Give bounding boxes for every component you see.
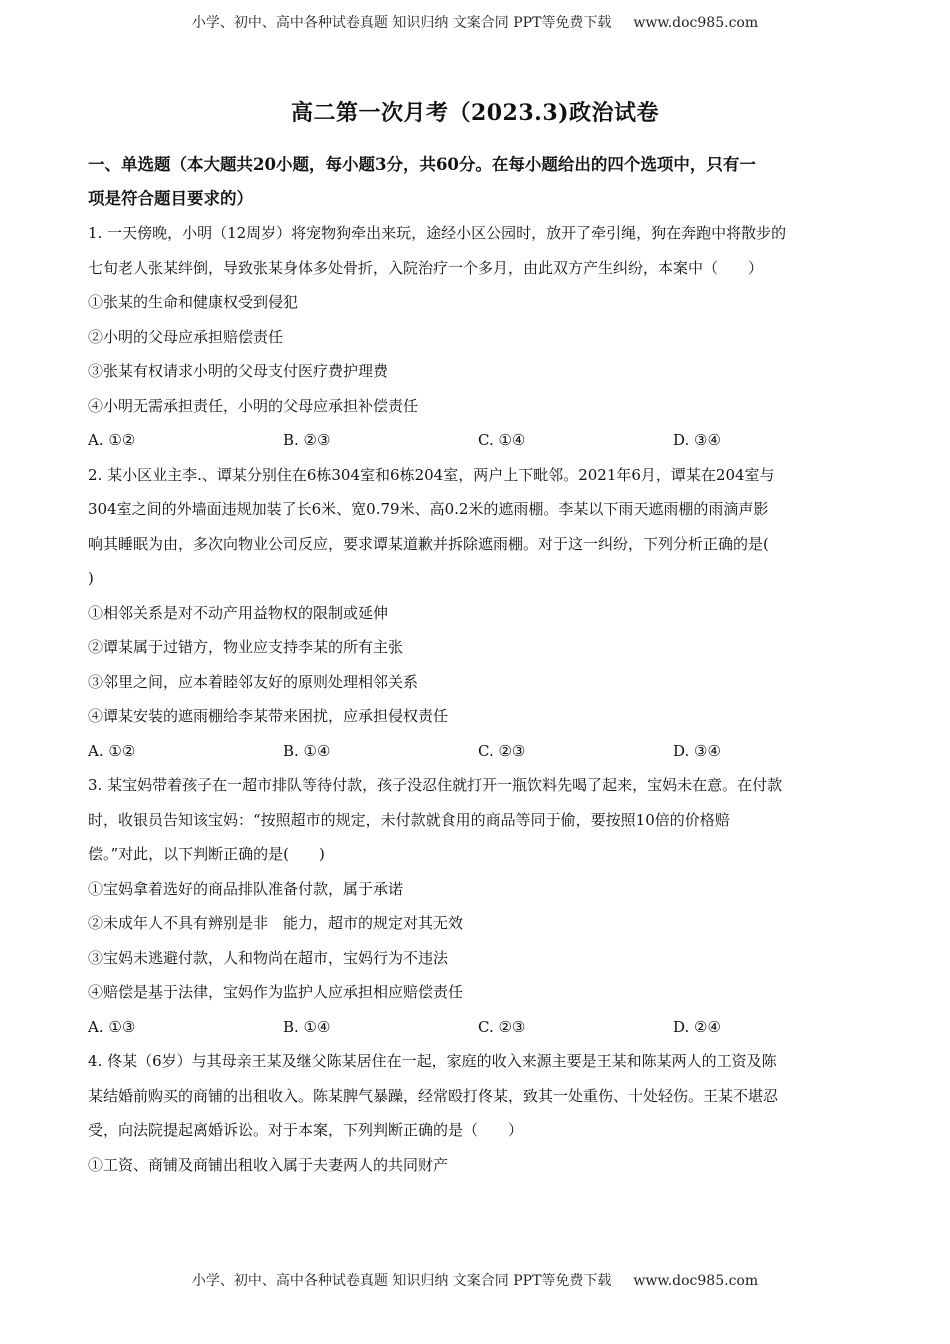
question-text-line: 2. 某小区业主李.、谭某分别住在6栋304室和6栋204室，两户上下毗邻。2021年6月，谭某在204室与 — [88, 465, 775, 484]
statement-option: ①相邻关系是对不动产用益物权的限制或延伸 — [88, 603, 389, 622]
choice-a: A. ①② — [88, 431, 136, 449]
statement-option: ④谭某安装的遮雨棚给李某带来困扰，应承担侵权责任 — [88, 707, 449, 725]
choice-c: C. ②③ — [478, 741, 526, 760]
question-2 — [88, 458, 868, 769]
header-url[interactable]: www.doc985.com — [633, 15, 759, 31]
choice-d: D. ③④ — [673, 431, 721, 449]
answer-choices — [88, 734, 868, 769]
page-header — [0, 12, 950, 32]
answer-choices — [88, 423, 868, 458]
choice-a: A. ①② — [88, 741, 136, 760]
question-text-line: 3. 某宝妈带着孩子在一超市排队等待付款，孩子没忍住就打开一瓶饮料先喝了起来，宝妈未在意。在付款 — [88, 776, 783, 794]
header-text: 小学、初中、高中各种试卷真题 知识归纳 文案合同 PPT等免费下载 — [191, 15, 612, 31]
choice-a: A. ①③ — [88, 1017, 136, 1036]
question-text-line: 4. 佟某（6岁）与其母亲王某及继父陈某居住在一起，家庭的收入来源主要是王某和陈某两人的工资及陈 — [88, 1052, 777, 1070]
question-4 — [88, 1044, 868, 1182]
footer-text: 小学、初中、高中各种试卷真题 知识归纳 文案合同 PPT等免费下载 — [191, 1273, 612, 1289]
statement-option: ②未成年人不具有辨别是非 能力，超市的规定对其无效 — [88, 914, 464, 932]
question-text-line: 七旬老人张某绊倒，导致张某身体多处骨折，入院治疗一个多月，由此双方产生纠纷，本案中（ ） — [88, 258, 764, 277]
question-text-line: 偿。”对此，以下判断正确的是( ) — [88, 845, 325, 863]
choice-c: C. ②③ — [478, 1017, 526, 1036]
statement-option: ①宝妈拿着选好的商品排队准备付款，属于承诺 — [88, 879, 404, 898]
choice-d: D. ③④ — [673, 741, 721, 760]
question-text-line: ) — [88, 569, 94, 587]
question-text-line: 受，向法院提起离婚诉讼。对于本案，下列判断正确的是（ ） — [88, 1121, 524, 1139]
question-text-line: 时，收银员告知该宝妈：“按照超市的规定，未付款就食用的商品等同于偷，要按照10倍的价格赔 — [88, 810, 730, 829]
choice-b: B. ①④ — [283, 1017, 331, 1036]
choice-c: C. ①④ — [478, 431, 526, 449]
page-title: 高二第一次月考（2023.3)政治试卷 — [290, 100, 660, 126]
question-text-line: 304室之间的外墙面违规加装了长6米、宽0.79米、高0.2米的遮雨棚。李某以下雨天遮雨棚的雨滴声影 — [88, 500, 769, 518]
statement-option: ②谭某属于过错方，物业应支持李某的所有主张 — [88, 638, 404, 656]
page-footer — [0, 1270, 950, 1290]
statement-option: ③张某有权请求小明的父母支付医疗费护理费 — [88, 362, 389, 380]
section-heading-line: 项是符合题目要求的） — [88, 189, 253, 208]
question-1 — [88, 216, 868, 458]
question-3 — [88, 768, 868, 1044]
statement-option: ②小明的父母应承担赔偿责任 — [88, 327, 284, 346]
answer-choices — [88, 1010, 868, 1045]
section-heading-line: 一、单选题（本大题共20小题，每小题3分，共60分。在每小题给出的四个选项中，只有一 — [88, 155, 756, 174]
choice-b: B. ②③ — [283, 431, 331, 449]
choice-b: B. ①④ — [283, 741, 331, 760]
question-text-line: 响其睡眠为由，多次向物业公司反应，要求谭某道歉并拆除遮雨棚。对于这一纠纷，下列分析正确的是( — [88, 534, 769, 553]
statement-option: ④赔偿是基于法律，宝妈作为监护人应承担相应赔偿责任 — [88, 983, 464, 1001]
statement-option: ④小明无需承担责任，小明的父母应承担补偿责任 — [88, 396, 419, 415]
question-text-line: 某结婚前购买的商铺的出租收入。陈某脾气暴躁，经常殴打佟某，致其一处重伤、十处轻伤。王某不堪忍 — [88, 1086, 779, 1105]
statement-option: ①张某的生命和健康权受到侵犯 — [88, 293, 299, 311]
exam-content — [88, 148, 868, 1182]
question-text-line: 1. 一天傍晚，小明（12周岁）将宠物狗牵出来玩，途经小区公园时，放开了牵引绳，狗在奔跑中将散步的 — [88, 224, 787, 242]
statement-option: ①工资、商铺及商铺出租收入属于夫妻两人的共同财产 — [88, 1155, 449, 1174]
choice-d: D. ②④ — [673, 1017, 721, 1036]
statement-option: ③邻里之间，应本着睦邻友好的原则处理相邻关系 — [88, 672, 419, 691]
statement-option: ③宝妈未逃避付款，人和物尚在超市，宝妈行为不违法 — [88, 948, 449, 967]
footer-url[interactable]: www.doc985.com — [633, 1273, 759, 1289]
